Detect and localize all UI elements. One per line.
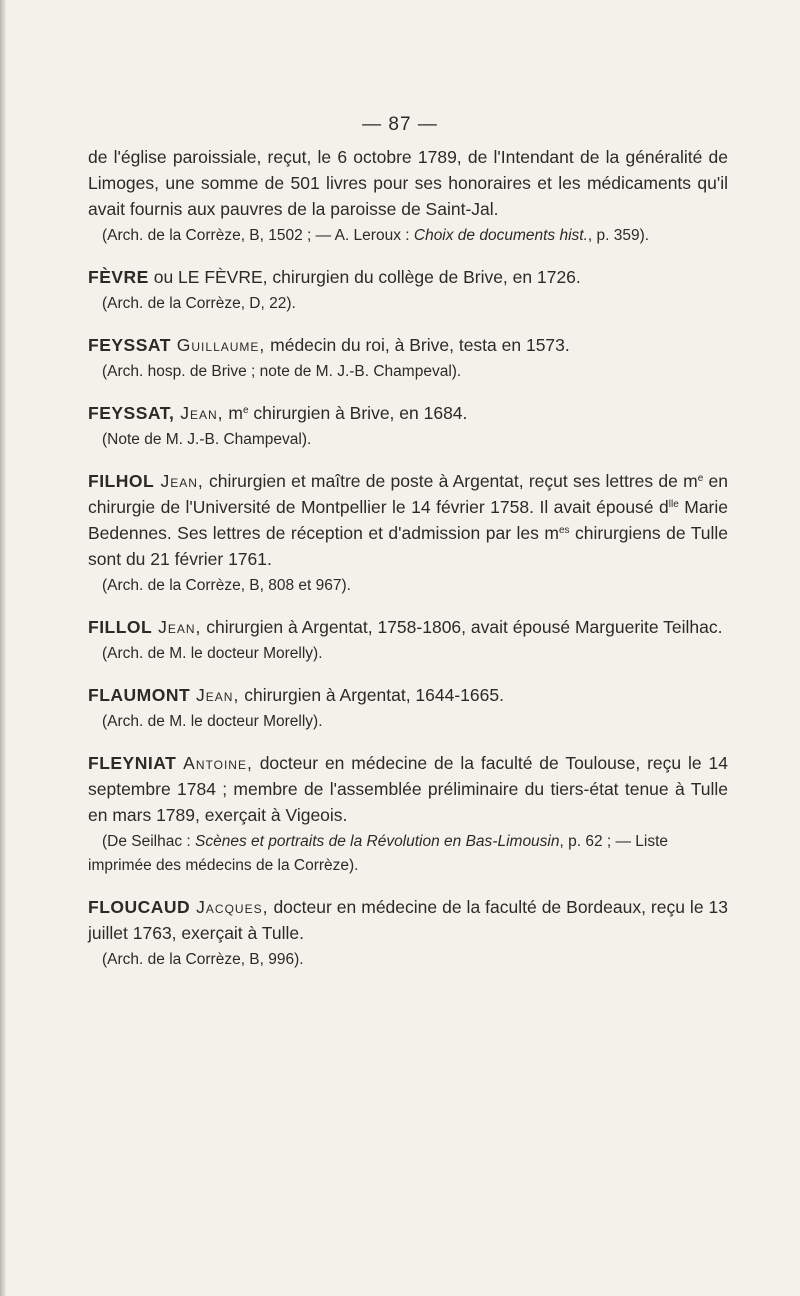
entry-body: docteur en médecine de la faculté de Toulouse, reçu le 14 septembre 1784 ; membre de l'assemblée préliminaire du tiers-état tenue à Tulle en mars 1789, exerçait à Vigeois. xyxy=(88,753,728,825)
entry-body: médecin du roi, à Brive, testa en 1573. xyxy=(265,335,570,355)
page-edge-shadow xyxy=(0,0,6,1296)
ref-title: Choix de documents hist. xyxy=(413,227,588,244)
entry-text xyxy=(88,400,728,426)
superscript: es xyxy=(558,525,570,536)
intro-reference xyxy=(88,224,728,248)
entry-feyssat-guillaume xyxy=(88,332,728,384)
entry-name: FLOUCAUD xyxy=(88,897,191,917)
entry-fillol xyxy=(88,614,728,666)
entry-name: FEYSSAT, xyxy=(88,403,175,423)
entry-text xyxy=(88,264,728,290)
ref-text: (Arch. de la Corrèze, B, 1502 ; — A. Leroux : xyxy=(102,227,414,244)
entry-name: FLAUMONT xyxy=(88,685,191,705)
entry-given-name: Guillaume, xyxy=(170,335,266,355)
ref-text: , p. 62 ; — Liste imprimée des médecins de la Corrèze). xyxy=(88,833,669,874)
entry-name: FÈVRE xyxy=(88,267,149,287)
entry-name: FILHOL xyxy=(88,471,155,491)
superscript: lle xyxy=(668,499,679,510)
page-number: — 87 — xyxy=(362,114,438,135)
entry-given-name: Antoine, xyxy=(176,753,253,773)
entry-reference: (Arch. de la Corrèze, D, 22). xyxy=(102,295,296,312)
entry-body: chirurgien à Argentat, 1644-1665. xyxy=(239,685,504,705)
entry-body: chirurgien à Brive, en 1684. xyxy=(248,403,468,423)
entry-text xyxy=(88,682,728,708)
entry-given-name: Jacques, xyxy=(190,897,269,917)
entry-body: m xyxy=(223,403,243,423)
ref-text: (De Seilhac : xyxy=(102,833,196,850)
entry-floucaud xyxy=(88,894,728,972)
entry-text xyxy=(88,332,728,358)
text-column xyxy=(88,144,728,972)
entry-given-name: Jean, xyxy=(174,403,224,423)
entry-given-name: Jean, xyxy=(190,685,240,705)
entry-body: ou LE FÈVRE, chirurgien du collège de Brive, en 1726. xyxy=(148,267,581,287)
superscript: e xyxy=(697,473,704,484)
entry-body: chirurgiens de Tulle sont du 21 février 1761. xyxy=(88,523,728,569)
ref-text: , p. 359). xyxy=(587,227,650,244)
entry-name: FILLOL xyxy=(88,617,153,637)
entry-body: en chirurgie de l'Université de Montpellier le 14 février 1758. Il avait épousé d xyxy=(88,471,729,517)
intro-block xyxy=(88,144,728,248)
intro-text: de l'église paroissiale, reçut, le 6 octobre 1789, de l'Intendant de la généralité de Limoges, une somme de 501 livres pour ses honoraires et les médicaments qu'il avait fournis aux pauvres de la paroisse de Saint-Jal. xyxy=(88,147,728,219)
entry-flaumont xyxy=(88,682,728,734)
entry-given-name: Jean, xyxy=(154,471,204,491)
entry-feyssat-jean xyxy=(88,400,728,452)
entry-filhol xyxy=(88,468,728,598)
entry-reference: (Arch. hosp. de Brive ; note de M. J.-B. Champeval). xyxy=(102,363,462,380)
entry-name: FEYSSAT xyxy=(88,335,171,355)
entry-reference: (Arch. de M. le docteur Morelly). xyxy=(102,645,323,662)
entry-text xyxy=(88,468,728,572)
entry-text xyxy=(88,614,728,640)
entry-reference: (Arch. de la Corrèze, B, 996). xyxy=(102,951,304,968)
entry-reference: (Arch. de la Corrèze, B, 808 et 967). xyxy=(102,577,351,594)
entry-text xyxy=(88,894,728,946)
entry-body: chirurgien à Argentat, 1758-1806, avait épousé Marguerite Teilhac. xyxy=(201,617,723,637)
entry-reference xyxy=(88,830,728,878)
entry-reference: (Note de M. J.-B. Champeval). xyxy=(102,431,312,448)
ref-title: Scènes et portraits de la Révolution en Bas-Limousin xyxy=(195,833,560,850)
entry-name: FLEYNIAT xyxy=(88,753,177,773)
superscript: e xyxy=(242,405,249,416)
entry-text xyxy=(88,750,728,828)
entry-body: Marie Bedennes. Ses lettres de réception et d'admission par les m xyxy=(88,497,729,543)
entry-reference: (Arch. de M. le docteur Morelly). xyxy=(102,713,323,730)
entry-given-name: Jean, xyxy=(152,617,202,637)
entry-body: docteur en médecine de la faculté de Bordeaux, reçu le 13 juillet 1763, exerçait à Tulle. xyxy=(88,897,728,943)
entry-body: chirurgien et maître de poste à Argentat, reçut ses lettres de m xyxy=(203,471,698,491)
entry-fevre xyxy=(88,264,728,316)
entry-fleyniat xyxy=(88,750,728,878)
